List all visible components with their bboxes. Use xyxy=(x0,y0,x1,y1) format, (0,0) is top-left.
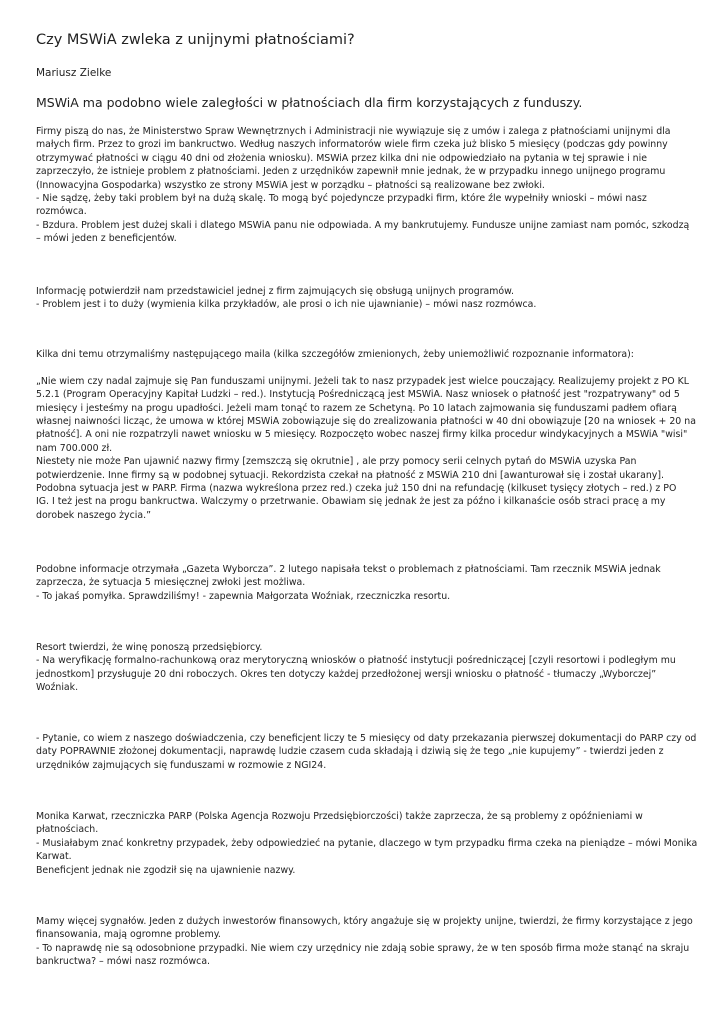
text-line xyxy=(36,361,696,374)
text-line: Niestety nie może Pan ujawnić nazwy firmy [zemszczą się okrutnie] , ale przy pomocy serii celnych pytań do MSWiA uzyska Pan xyxy=(36,456,637,468)
text-line: - Na weryfikację formalno-rachunkową oraz merytoryczną wniosków o płatność instytucji pośredniczącej [czyli resortowi i podległym mu xyxy=(36,655,676,667)
text-line: jednostkom] przysługuje 20 dni roboczych. Okres ten dotyczy każdej przedłożonej wersji wniosku o płatność - tłumaczy „Wyborczej” xyxy=(36,668,657,680)
text-line: zaprzeczyło, że istnieje problem z płatnościami. Jeden z urzędników zapewnił mnie jednak, że w przypadku innego unijnego programu xyxy=(36,166,666,178)
text-line: rozmówca. xyxy=(36,206,87,218)
text-line: Firmy piszą do nas, że Ministerstwo Spraw Wewnętrznych i Administracji nie wywiązuje się z umów i zalega z płatnościami unijnymi dla xyxy=(36,126,671,137)
text-line: „Nie wiem czy nadal zajmuje się Pan funduszami unijnymi. Jeżeli tak to nasz przypadek jest wielce pouczający. Realizujemy projekt z PO KL xyxy=(36,375,689,387)
paragraph-3 xyxy=(36,348,696,522)
text-line: - To jakaś pomyłka. Sprawdziliśmy! - zapewnia Małgorzata Woźniak, rzeczniczka resortu. xyxy=(36,590,451,602)
text-line: finansowania, mają ogromne problemy. xyxy=(36,929,221,941)
text-line: dorobek naszego życia.” xyxy=(36,509,151,521)
text-line: płatnościach. xyxy=(36,824,99,836)
text-line: - Problem jest i to duży (wymienia kilka przykładów, ale prosi o ich nie ujawnianie) – mówi nasz rozmówca. xyxy=(36,299,537,311)
text-line: urzędników zajmujących się funduszami w rozmowie z NGI24. xyxy=(36,759,327,771)
paragraph-4 xyxy=(36,563,696,603)
text-line: bankructwa? – mówi nasz rozmówca. xyxy=(36,956,211,968)
paragraph-5 xyxy=(36,641,696,695)
text-line: własnej naiwności licząc, że umowa w której MSWiA zobowiązuje się do zrealizowania płatności w 40 dni obowiązuje [20 na wniosek + 20 na xyxy=(36,416,696,428)
text-line: Informację potwierdził nam przedstawiciel jednej z firm zajmujących się obsługą unijnych programów. xyxy=(36,286,514,297)
text-line: Podobne informacje otrzymała „Gazeta Wyborcza”. 2 lutego napisała tekst o problemach z płatnościami. Tam rzecznik MSWiA jednak xyxy=(36,564,661,575)
paragraph-6 xyxy=(36,732,696,772)
text-line: otrzymywać płatności w ciągu 40 dni od złożenia wniosku). MSWiA przez kilka dni nie odpowiedziało na pytania w tej sprawie i nie xyxy=(36,152,647,164)
paragraph-1 xyxy=(36,125,696,246)
text-line: - Nie sądzę, żeby taki problem był na dużą skalę. To mogą być pojedyncze przypadki firm, które źle wypełniły wnioski – mówi nasz xyxy=(36,193,647,205)
text-line: - Pytanie, co wiem z naszego doświadczenia, czy beneficjent liczy te 5 miesięcy od daty przekazania pierwszej dokumentacji do PARP czy od xyxy=(36,733,697,744)
text-line: (Innowacyjna Gospodarka) wszystko ze strony MSWiA jest w porządku – płatności są realizowane bez zwłoki. xyxy=(36,179,545,191)
text-line: - Bzdura. Problem jest dużej skali i dlatego MSWiA panu nie odpowiada. A my bankrutujemy. Fundusze unijne zamiast nam pomóc, szkodzą xyxy=(36,219,690,231)
text-line: potwierdzenie. Inne firmy są w podobnej sytuacji. Rekordzista czekał na płatność z MSWiA 210 dni [awanturował się i został ukarany]. xyxy=(36,469,664,481)
text-line: miesięcy i jesteśmy na progu upadłości. Jeżeli mam tonąć to razem ze Schetyną. Po 10 latach zajmowania się funduszami padłem ofiarą xyxy=(36,402,677,414)
text-line: daty POPRAWNIE złożonej dokumentacji, naprawdę ludzie czasem cuda składają i dziwią się że tego „nie kupujemy” - twierdzi jeden z xyxy=(36,746,664,758)
text-line: 5.2.1 (Program Operacyjny Kapitał Ludzki – red.). Instytucją Pośredniczącą jest MSWiA. Nasz wniosek o płatność jest "rozpatrywany" od 5 xyxy=(36,389,680,401)
text-line: nam 700.000 zł. xyxy=(36,442,113,454)
article-lead: MSWiA ma podobno wiele zaległości w płatnościach dla firm korzystających z funduszy. xyxy=(36,95,583,110)
text-line: małych firm. Przez to grozi im bankructwo. Według naszych informatorów wiele firm czeka już blisko 5 miesięcy (podczas gdy powinny xyxy=(36,139,668,151)
text-line: IG. I też jest na progu bankructwa. Walczymy o przetrwanie. Obawiam się jednak że jest za późno i kilkanaście osób straci pracę a my xyxy=(36,496,666,508)
text-line: Beneficjent jednak nie zgodził się na ujawnienie nazwy. xyxy=(36,864,296,876)
text-line: Monika Karwat, rzeczniczka PARP (Polska Agencja Rozwoju Przedsiębiorczości) także zaprzecza, że są problemy z opóźnieniami w xyxy=(36,811,643,822)
text-line: - To naprawdę nie są odosobnione przypadki. Nie wiem czy urzędnicy nie zdają sobie sprawy, że w ten sposób firma może stanąć na skraju xyxy=(36,942,690,954)
paragraph-8 xyxy=(36,915,696,969)
text-line: płatność]. A oni nie rozpatrzyli nawet wniosku w 5 miesięcy. Rozpoczęto wobec naszej firmy kilka procedur windykacyjnych a MSWiA "wisi" xyxy=(36,429,688,441)
text-line: Resort twierdzi, że winę ponoszą przedsiębiorcy. xyxy=(36,642,263,653)
text-line: Karwat. xyxy=(36,851,72,863)
text-line: zaprzecza, że sytuacja 5 miesięcznej zwłoki jest możliwa. xyxy=(36,577,306,589)
text-line: Mamy więcej sygnałów. Jeden z dużych inwestorów finansowych, który angażuje się w projekty unijne, twierdzi, że firmy korzystające z jego xyxy=(36,916,693,927)
text-line: - Musiałabym znać konkretny przypadek, żeby odpowiedzieć na pytanie, dlaczego w tym przypadku firma czeka na pieniądze – mówi Monika xyxy=(36,837,698,849)
text-line: Woźniak. xyxy=(36,682,79,694)
article-author: Mariusz Zielke xyxy=(36,67,112,79)
paragraph-7 xyxy=(36,810,696,877)
paragraph-2 xyxy=(36,285,696,312)
text-line: – mówi jeden z beneficjentów. xyxy=(36,233,177,245)
article-title: Czy MSWiA zwleka z unijnymi płatnościami? xyxy=(36,32,355,48)
text-line: Kilka dni temu otrzymaliśmy następującego maila (kilka szczegółów zmienionych, żeby uniemożliwić rozpoznanie informatora): xyxy=(36,349,634,360)
text-line: Podobna sytuacja jest w PARP. Firma (nazwa wykreślona przez red.) czeka już 150 dni na refundację (kilkuset tysięcy złotych – red.) z PO xyxy=(36,483,677,495)
